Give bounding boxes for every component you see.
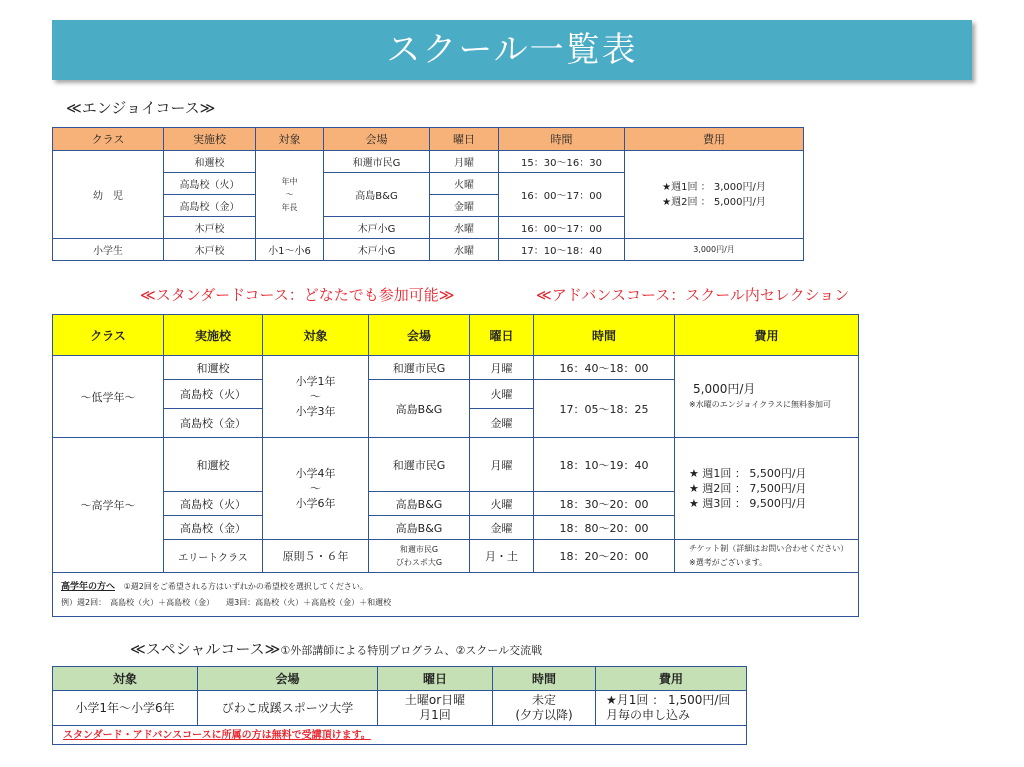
enjoy-course-heading: ≪エンジョイコース≫ [66, 99, 216, 117]
col-header-school: 実施校 [164, 315, 263, 356]
target-line: 小学1年 [295, 375, 336, 388]
venue-cell [369, 540, 470, 573]
col-header-time: 時間 [534, 315, 675, 356]
fee-line: 月毎の申し込み [606, 708, 691, 722]
fee-line: ★週2回 ： 5,000円/月 [662, 196, 766, 208]
target-cell [256, 151, 324, 239]
table-row [53, 356, 859, 380]
fee-cell [625, 151, 804, 239]
time-cell: 15：30～16：30 [499, 151, 625, 173]
col-header-day: 曜日 [470, 315, 534, 356]
time-cell: 18：20～20：00 [534, 540, 675, 573]
special-course-heading-row [130, 638, 542, 659]
fee-cell [675, 438, 859, 540]
table-row [53, 573, 859, 617]
venue-cell: 高島B&G [324, 173, 430, 217]
col-header-day: 曜日 [430, 128, 499, 151]
special-footer-note: スタンダード・アドバンスコースに所属の方は無料で受講頂けます。 [53, 726, 747, 745]
time-line: (夕方以降) [515, 708, 573, 722]
day-cell: 火曜 [430, 173, 499, 195]
col-header-time: 時間 [493, 667, 596, 691]
day-cell: 月・土 [470, 540, 534, 573]
col-header-fee: 費用 [675, 315, 859, 356]
table-row [53, 691, 747, 726]
target-line: ～ [310, 390, 321, 403]
time-cell: 18：30～20：00 [534, 492, 675, 516]
day-cell: 水曜 [430, 217, 499, 239]
time-cell [493, 691, 596, 726]
col-header-venue: 会場 [369, 315, 470, 356]
standard-course-heading: ≪スタンダードコース：どなたでも参加可能≫ [140, 286, 455, 304]
school-cell: 木戸校 [164, 239, 256, 261]
notice-line [61, 579, 850, 595]
venue-cell: 和邇市民G [369, 356, 470, 380]
school-cell: 高島校（金） [164, 516, 263, 540]
target-line: 小学3年 [295, 405, 336, 418]
special-course-note: ①外部講師による特別プログラム、②スクール交流戦 [280, 644, 543, 657]
table-header-row [53, 667, 747, 691]
table-header-row [53, 128, 804, 151]
fee-line: ★ 週1回 ： 5,500円/月 [689, 467, 807, 480]
fee-cell [675, 356, 859, 438]
col-header-class: クラス [53, 128, 164, 151]
fee-line: ★月1回 ： 1,500円/回 [606, 693, 731, 707]
time-cell: 17：05～18：25 [534, 380, 675, 438]
day-cell: 火曜 [470, 492, 534, 516]
class-cell: 幼 児 [53, 151, 164, 239]
col-header-time: 時間 [499, 128, 625, 151]
fee-line: チケット制（詳細はお問い合わせください） [689, 544, 849, 553]
fee-cell [596, 691, 747, 726]
time-line: 未定 [531, 693, 556, 707]
class-cell: ～低学年～ [53, 356, 164, 438]
table-row [53, 540, 859, 573]
target-cell [263, 438, 369, 540]
venue-line: 和邇市民G [399, 545, 439, 554]
day-cell: 金曜 [430, 195, 499, 217]
school-cell: 高島校（火） [164, 380, 263, 409]
venue-cell: 高島B&G [369, 516, 470, 540]
time-cell: 18：80～20：00 [534, 516, 675, 540]
target-line: ～ [310, 482, 321, 495]
col-header-fee: 費用 [625, 128, 804, 151]
table-row [53, 438, 859, 492]
venue-cell: 高島B&G [369, 492, 470, 516]
col-header-fee: 費用 [596, 667, 747, 691]
table-row [53, 726, 747, 745]
day-cell: 金曜 [470, 409, 534, 438]
school-cell: 和邇校 [164, 438, 263, 492]
col-header-target: 対象 [263, 315, 369, 356]
day-cell: 水曜 [430, 239, 499, 261]
col-header-day: 曜日 [378, 667, 493, 691]
time-cell: 16：40～18：00 [534, 356, 675, 380]
target-cell: 小学1年～小学6年 [53, 691, 198, 726]
fee-cell [675, 540, 859, 573]
day-cell: 火曜 [470, 380, 534, 409]
special-course-table [52, 666, 747, 745]
col-header-class: クラス [53, 315, 164, 356]
fee-cell: 3,000円/月 [625, 239, 804, 261]
target-line: 小学4年 [295, 467, 336, 480]
school-cell: 高島校（金） [164, 409, 263, 438]
time-cell: 18：10～19：40 [534, 438, 675, 492]
fee-line: ★ 週3回 ： 9,500円/月 [689, 497, 807, 510]
venue-cell: びわこ成蹊スポーツ大学 [198, 691, 378, 726]
special-course-heading: ≪スペシャルコース≫ [130, 640, 281, 658]
advanced-course-heading: ≪アドバンスコース：スクール内セレクション [536, 286, 850, 304]
venue-line: びわスポ大G [395, 558, 443, 567]
target-line: 小学6年 [295, 497, 336, 510]
school-cell: 和邇校 [164, 151, 256, 173]
target-cell: 原則５・６年 [263, 540, 369, 573]
day-cell: 月曜 [430, 151, 499, 173]
day-cell: 金曜 [470, 516, 534, 540]
venue-cell: 和邇市民G [324, 151, 430, 173]
day-cell: 月曜 [470, 356, 534, 380]
col-header-target: 対象 [53, 667, 198, 691]
fee-line: ★週1回 ： 3,000円/月 [662, 181, 766, 193]
table-header-row [53, 315, 859, 356]
school-cell: 高島校（金） [164, 195, 256, 217]
notice-cell [53, 573, 859, 617]
day-line: 月1回 [419, 708, 451, 722]
fee-note: ※水曜のエンジョイクラスに無料参加可 [689, 399, 831, 409]
school-cell: 和邇校 [164, 356, 263, 380]
fee-line: ★ 週2回 ： 7,500円/月 [689, 482, 807, 495]
notice-text: ①週2回をご希望される方はいずれかの希望校を選択してください。 [123, 582, 368, 591]
fee-note: ※選考がございます。 [689, 558, 768, 567]
fee-line: 5,000円/月 [693, 381, 756, 396]
target-cell: 小1～小6 [256, 239, 324, 261]
school-cell: 木戸校 [164, 217, 256, 239]
venue-cell: 高島B&G [369, 380, 470, 438]
venue-cell: 木戸小G [324, 239, 430, 261]
page-title: スクール一覧表 [52, 20, 972, 80]
col-header-school: 実施校 [164, 128, 256, 151]
enjoy-course-table [52, 127, 804, 261]
class-cell: 小学生 [53, 239, 164, 261]
day-cell [378, 691, 493, 726]
notice-example: 例）週2回： 高島校（火）＋高島校（金） 週3回：高島校（火）＋高島校（金）＋和邇校 [61, 598, 392, 607]
notice-title: 高学年の方へ [61, 582, 116, 592]
class-cell: ～高学年～ [53, 438, 164, 573]
standard-course-table [52, 314, 859, 617]
time-cell: 16：00～17：00 [499, 217, 625, 239]
day-cell: 月曜 [470, 438, 534, 492]
school-cell: 高島校（火） [164, 173, 256, 195]
time-cell: 16：00～17：00 [499, 173, 625, 217]
venue-cell: 木戸小G [324, 217, 430, 239]
time-cell: 17：10～18：40 [499, 239, 625, 261]
col-header-target: 対象 [256, 128, 324, 151]
school-cell: 高島校（火） [164, 492, 263, 516]
target-line: ～ [285, 190, 294, 199]
day-line: 土曜or日曜 [404, 693, 466, 707]
col-header-venue: 会場 [324, 128, 430, 151]
table-row [53, 151, 804, 173]
target-line: 年長 [281, 203, 298, 212]
target-line: 年中 [281, 177, 298, 186]
table-row [53, 239, 804, 261]
venue-cell: 和邇市民G [369, 438, 470, 492]
col-header-venue: 会場 [198, 667, 378, 691]
school-cell: エリートクラス [164, 540, 263, 573]
target-cell [263, 356, 369, 438]
